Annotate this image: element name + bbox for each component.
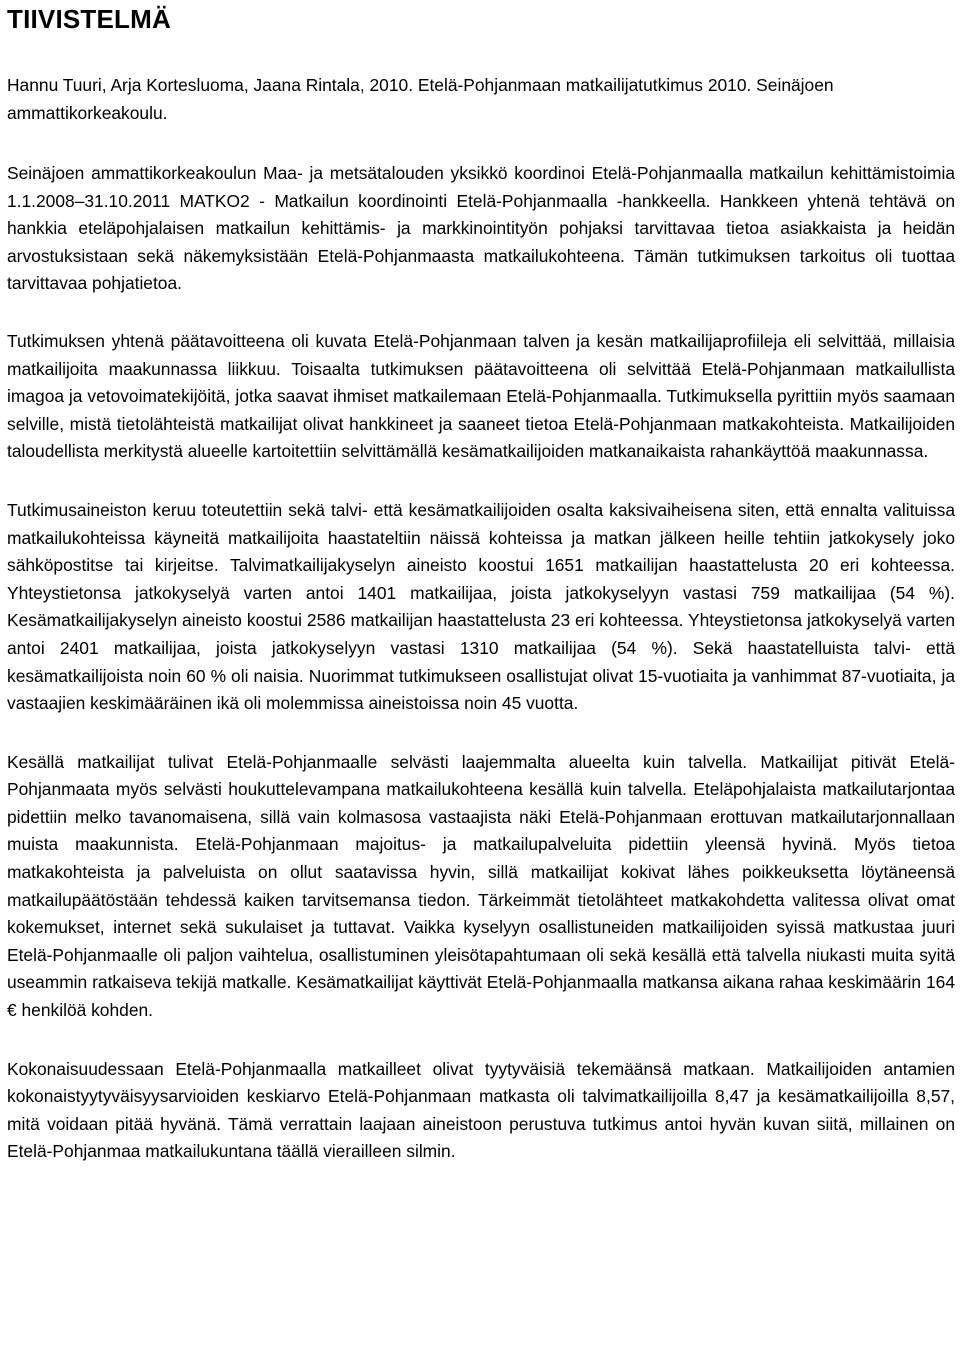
paragraph-data-collection: Tutkimusaineiston keruu toteutettiin sekä talvi- että kesämatkailijoiden osalta kaksivaiheisena siten, että ennalta valituissa matkailukohteissa käyneitä matkailijoita haastateltiin näissä kohteissa ja matkan jälkeen heille tehtiin jatkokysely joko sähköpostitse tai kirjeitse. Talvimatkailijakyselyn aineisto koostui 1651 matkailijan haastattelusta 20 eri kohteessa. Yhteystietonsa jatkokyselyä varten antoi 1401 matkailijaa, joista jatkokyselyyn vastasi 759 matkailijaa (54 %). Kesämatkailijakyselyn aineisto koostui 2586 matkailijan haastattelusta 23 eri kohteessa. Yhteystietonsa jatkokyselyä varten antoi 2401 matkailijaa, joista jatkokyselyyn vastasi 1310 matkailijaa (54 %). Sekä haastatelluista talvi- että kesämatkailijoista noin 60 % oli naisia. Nuorimmat tutkimukseen osallistujat olivat 15-vuotiaita ja vanhimmat 87-vuotiaita, ja vastaajien keskimääräinen ikä oli molemmissa aineistoissa noin 45 vuotta. xyxy=(7,499,955,714)
citation: Hannu Tuuri, Arja Kortesluoma, Jaana Rintala, 2010. Etelä-Pohjanmaan matkailijatutkimus 2010. Seinäjoen ammattikorkeakoulu. xyxy=(7,75,834,123)
paragraph-research-goals: Tutkimuksen yhtenä päätavoitteena oli kuvata Etelä-Pohjanmaan talven ja kesän matkailijaprofiileja eli selvittää, millaisia matkailijoita maakunnassa liikkuu. Toisaalta tutkimuksen päätavoitteena oli selvittää Etelä-Pohjanmaan matkailullista imagoa ja vetovoimatekijöitä, jotka saavat ihmiset matkailemaan Etelä-Pohjanmaalla. Tutkimuksella pyrittiin myös saamaan selville, mistä tietolähteistä matkailijat olivat hankkineet ja saaneet tietoa Etelä-Pohjanmaan matkakohteista. Matkailijoiden taloudellista merkitystä alueelle kartoitettiin selvittämällä kesämatkailijoiden matkanaikaista rahankäyttöä maakunnassa. xyxy=(7,330,955,462)
paragraph-project-background: Seinäjoen ammattikorkeakoulun Maa- ja metsätalouden yksikkö koordinoi Etelä-Pohjanmaalla matkailun kehittämistoimia 1.1.2008–31.10.2011 MATKO2 - Matkailun koordinointi Etelä-Pohjanmaalla -hankkeella. Hankkeen yhtenä tehtävä on hankkia eteläpohjalaisen matkailun kehittämis- ja markkinointityön pohjaksi tarvittavaa tietoa asiakkaista ja heidän arvostuksistaan sekä näkemyksistään Etelä-Pohjanmaasta matkailukohteena. Tämän tutkimuksen tarkoitus oli tuottaa tarvittavaa pohjatietoa. xyxy=(7,163,955,294)
paragraph-satisfaction-conclusion: Kokonaisuudessaan Etelä-Pohjanmaalla matkailleet olivat tyytyväisiä tekemäänsä matkaan. Matkailijoiden antamien kokonaistyytyväisyysarvioiden keskiarvo Etelä-Pohjanmaan matkasta oli talvimatkailijoilla 8,47 ja kesämatkailijoilla 8,57, mitä voidaan pitää hyvänä. Tämä verrattain laajaan aineistoon perustuva tutkimus antoi hyvän kuvan siitä, millainen on Etelä-Pohjanmaa matkailukuntana täällä vierailleen silmin. xyxy=(7,1058,955,1162)
document-title: TIIVISTELMÄ xyxy=(7,4,171,34)
paragraph-summer-winter-findings: Kesällä matkailijat tulivat Etelä-Pohjanmaalle selvästi laajemmalta alueelta kuin talvella. Matkailijat pitivät Etelä-Pohjanmaata myös selvästi houkuttelevampana matkailukohteena kesällä kuin talvella. Eteläpohjalaista matkailutarjontaa pidettiin melko tavanomaisena, sillä vain kolmasosa vastaajista näki Etelä-Pohjanmaan erottuvan matkailutarjonnallaan muista maakunnista. Etelä-Pohjanmaan majoitus- ja matkailupalveluita pidettiin yleensä hyvinä. Myös tietoa matkakohteista ja palveluista on ollut saatavissa hyvin, sillä matkailijat kokivat lähes poikkeuksetta löytäneensä matkailupäätöstään tehdessä kaiken tarvitsemansa tiedon. Tärkeimmät tietolähteet matkakohdetta valitessa olivat omat kokemukset, internet sekä sukulaiset ja tuttavat. Vaikka kyselyyn osallistuneiden matkailijoiden syissä matkustaa juuri Etelä-Pohjanmaalle oli paljon vaihtelua, osallistuminen yleisötapahtumaan oli sekä kesällä että talvella niukasti muita syitä useammin ratkaiseva tekijä matkalle. Kesämatkailijat käyttivät Etelä-Pohjanmaalla matkansa aikana rahaa keskimäärin 164 € henkilöä kohden. xyxy=(7,751,955,1021)
document-page xyxy=(7,0,957,1166)
